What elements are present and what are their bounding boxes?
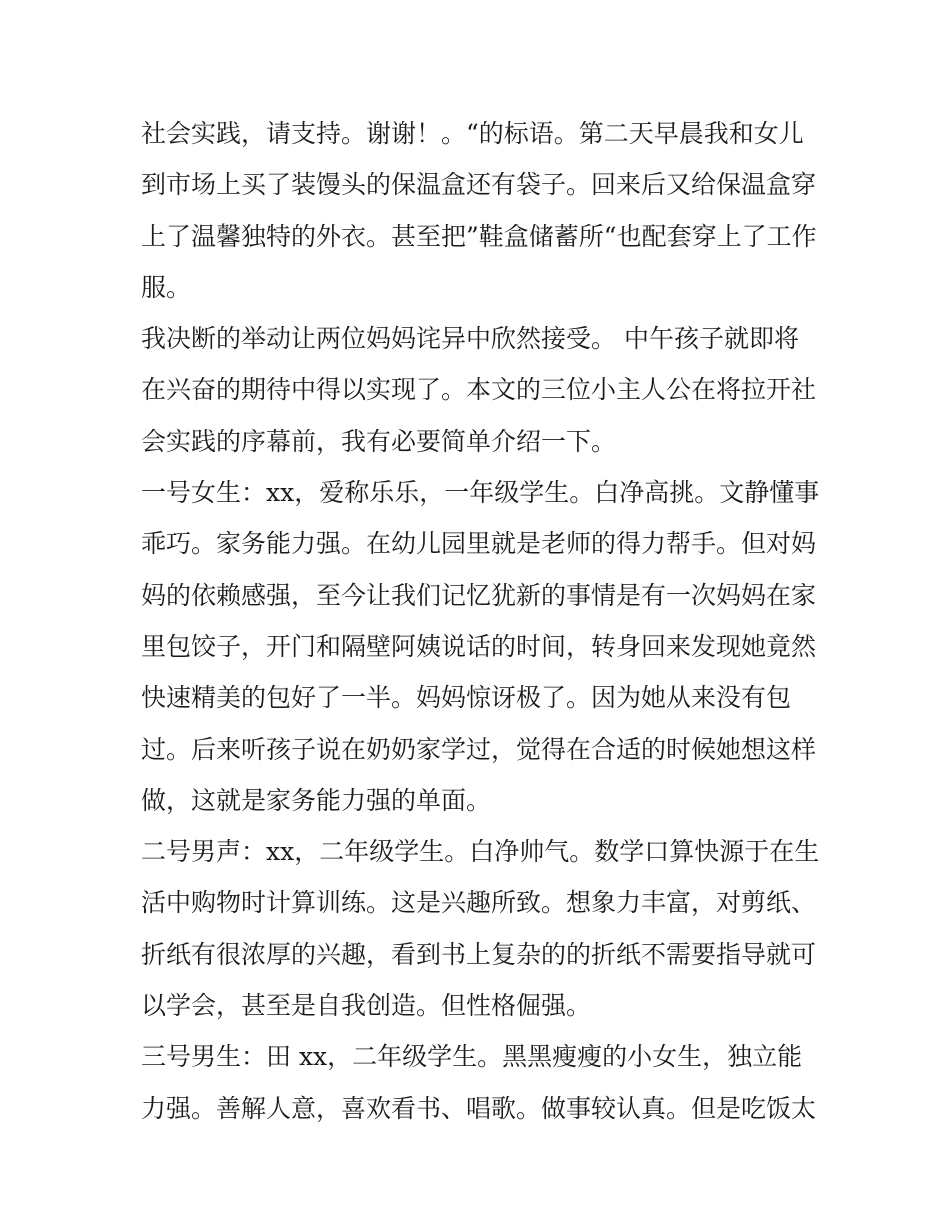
text-line: 折纸有很浓厚的兴趣，看到书上复杂的的折纸不需要指导就可 — [141, 939, 817, 969]
text-line: 过。后来听孩子说在奶奶家学过，觉得在合适的时候她想这样 — [141, 734, 817, 764]
text-line: 里包饺子，开门和隔壁阿姨说话的时间，转身回来发现她竟然 — [141, 631, 817, 661]
text-line: 二号男声：xx，二年级学生。白净帅气。数学口算快源于在生 — [141, 837, 820, 867]
text-line: 活中购物时计算训练。这是兴趣所致。想象力丰富，对剪纸、 — [141, 888, 817, 918]
text-line: 一号女生：xx，爱称乐乐，一年级学生。白净高挑。文静懂事 — [141, 478, 820, 508]
text-line: 以学会，甚至是自我创造。但性格倔强。 — [141, 991, 592, 1021]
text-line: 在兴奋的期待中得以实现了。本文的三位小主人公在将拉开社 — [141, 375, 817, 405]
text-line: 快速精美的包好了一半。妈妈惊讶极了。因为她从来没有包 — [141, 683, 792, 713]
text-line: 社会实践，请支持。谢谢！。“的标语。第二天早晨我和女儿 — [141, 119, 804, 148]
text-line: 三号男生：田 xx，二年级学生。黑黑瘦瘦的小女生，独立能 — [141, 1042, 803, 1072]
text-line: 上了温馨独特的外衣。甚至把”鞋盒储蓄所“也配套穿上了工作 — [141, 221, 817, 251]
text-line: 服。 — [141, 272, 192, 302]
text-line: 到市场上买了装馒头的保温盒还有袋子。回来后又给保温盒穿 — [141, 170, 817, 200]
text-line: 会实践的序幕前，我有必要简单介绍一下。 — [141, 426, 617, 456]
text-line: 力强。善解人意，喜欢看书、唱歌。做事较认真。但是吃饭太 — [141, 1093, 817, 1123]
document-body — [141, 108, 821, 1134]
text-line: 做，这就是家务能力强的单面。 — [141, 785, 492, 815]
text-line: 妈的依赖感强，至今让我们记忆犹新的事情是有一次妈妈在家 — [141, 580, 817, 610]
text-line: 乖巧。家务能力强。在幼儿园里就是老师的得力帮手。但对妈 — [141, 529, 817, 559]
text-line: 我决断的举动让两位妈妈诧异中欣然接受。 中午孩子就即将 — [141, 324, 799, 354]
